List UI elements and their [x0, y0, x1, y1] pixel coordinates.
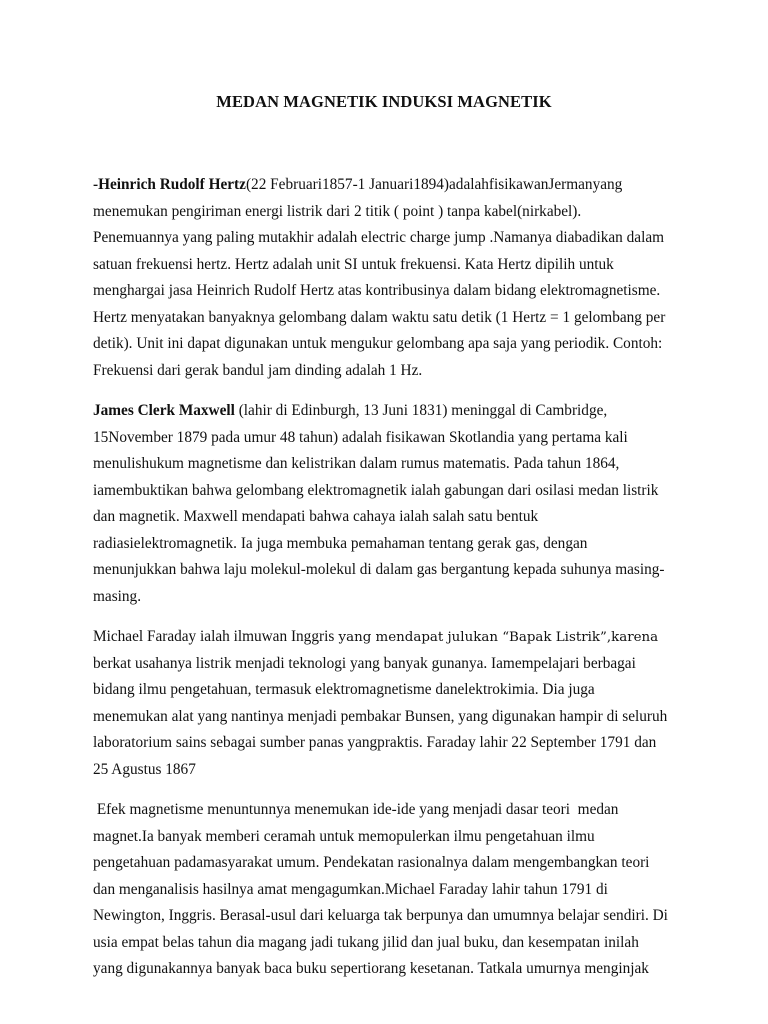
text-line: Penemuannya yang paling mutakhir adalah electric charge jump .Namanya diabadikan dalam — [93, 229, 665, 246]
text-line: -Heinrich Rudolf Hertz(22 Februari1857-1 Januari1894)adalahfisikawanJermanyang — [93, 176, 623, 193]
text-line: dan magnetik. Maxwell mendapati bahwa cahaya ialah salah satu bentuk — [93, 508, 539, 525]
text-line: detik). Unit ini dapat digunakan untuk mengukur gelombang apa saja yang periodik. Contoh: — [93, 335, 663, 352]
text-line: menulishukum magnetisme dan kelistrikan dalam rumus matematis. Pada tahun 1864, — [93, 455, 620, 472]
bold-name: -Heinrich Rudolf Hertz — [93, 176, 246, 193]
bold-name: James Clerk Maxwell — [93, 402, 235, 419]
text-line: menghargai jasa Heinrich Rudolf Hertz atas kontribusinya dalam bidang elektromagnetisme. — [93, 282, 661, 299]
text-line: menemukan alat yang nantinya menjadi pembakar Bunsen, yang digunakan hampir di seluruh — [93, 707, 668, 725]
text-line: magnet.Ia banyak memberi ceramah untuk memopulerkan ilmu pengetahuan ilmu — [93, 827, 595, 845]
text-line: Efek magnetisme menuntunnya menemukan ide-ide yang menjadi dasar teori medan — [93, 801, 619, 818]
paragraph-faraday — [93, 624, 683, 783]
paragraph-hertz — [93, 172, 683, 384]
text-line: Michael Faraday ialah ilmuwan Inggris yang mendapat julukan “Bapak Listrik”,karena — [93, 628, 659, 645]
text-line: Newington, Inggris. Berasal-usul dari keluarga tak berpunya dan umumnya belajar sendiri. Di — [93, 907, 668, 924]
text-line: 15November 1879 pada umur 48 tahun) adalah fisikawan Skotlandia yang pertama kali — [93, 428, 628, 446]
text-line: satuan frekuensi hertz. Hertz adalah unit SI untuk frekuensi. Kata Hertz dipilih untuk — [93, 255, 614, 273]
text-line: menemukan pengiriman energi listrik dari 2 titik ( point ) tanpa kabel(nirkabel). — [93, 202, 582, 220]
text-line: masing. — [93, 587, 142, 605]
text-line: yang digunakannya banyak baca buku sepertiorang kesetanan. Tatkala umurnya menginjak — [93, 960, 649, 977]
text-line: radiasielektromagnetik. Ia juga membuka pemahaman tentang gerak gas, dengan — [93, 534, 588, 552]
text-line: laboratorium sains sebagai sumber panas yangpraktis. Faraday lahir 22 September 1791 dan — [93, 734, 657, 751]
text-line: berkat usahanya listrik menjadi teknologi yang banyak gunanya. Iamempelajari berbagai — [93, 654, 636, 672]
text-line: James Clerk Maxwell (lahir di Edinburgh, 13 Juni 1831) meninggal di Cambridge, — [93, 402, 608, 419]
paragraph-magnetism — [93, 797, 683, 983]
text-line: iamembuktikan bahwa gelombang elektromagnetik ialah gabungan dari osilasi medan listrik — [93, 481, 659, 499]
text-line: Hertz menyatakan banyaknya gelombang dalam waktu satu detik (1 Hertz = 1 gelombang per — [93, 308, 666, 326]
text-line: dan menganalisis hasilnya amat mengagumkan.Michael Faraday lahir tahun 1791 di — [93, 880, 608, 898]
paragraph-maxwell — [93, 398, 683, 610]
text-line: menunjukkan bahwa laju molekul-molekul di dalam gas bergantung kepada suhunya masing- — [93, 561, 665, 578]
text-line: bidang ilmu pengetahuan, termasuk elektromagnetisme danelektrokimia. Dia juga — [93, 681, 595, 698]
text-line: usia empat belas tahun dia magang jadi tukang jilid dan jual buku, dan kesempatan inilah — [93, 933, 639, 951]
text-line: Frekuensi dari gerak bandul jam dinding adalah 1 Hz. — [93, 361, 423, 379]
document-title: MEDAN MAGNETIK INDUKSI MAGNETIK — [216, 92, 552, 111]
text-line: pengetahuan padamasyarakat umum. Pendekatan rasionalnya dalam mengembangkan teori — [93, 854, 650, 871]
text-line: 25 Agustus 1867 — [93, 760, 196, 778]
